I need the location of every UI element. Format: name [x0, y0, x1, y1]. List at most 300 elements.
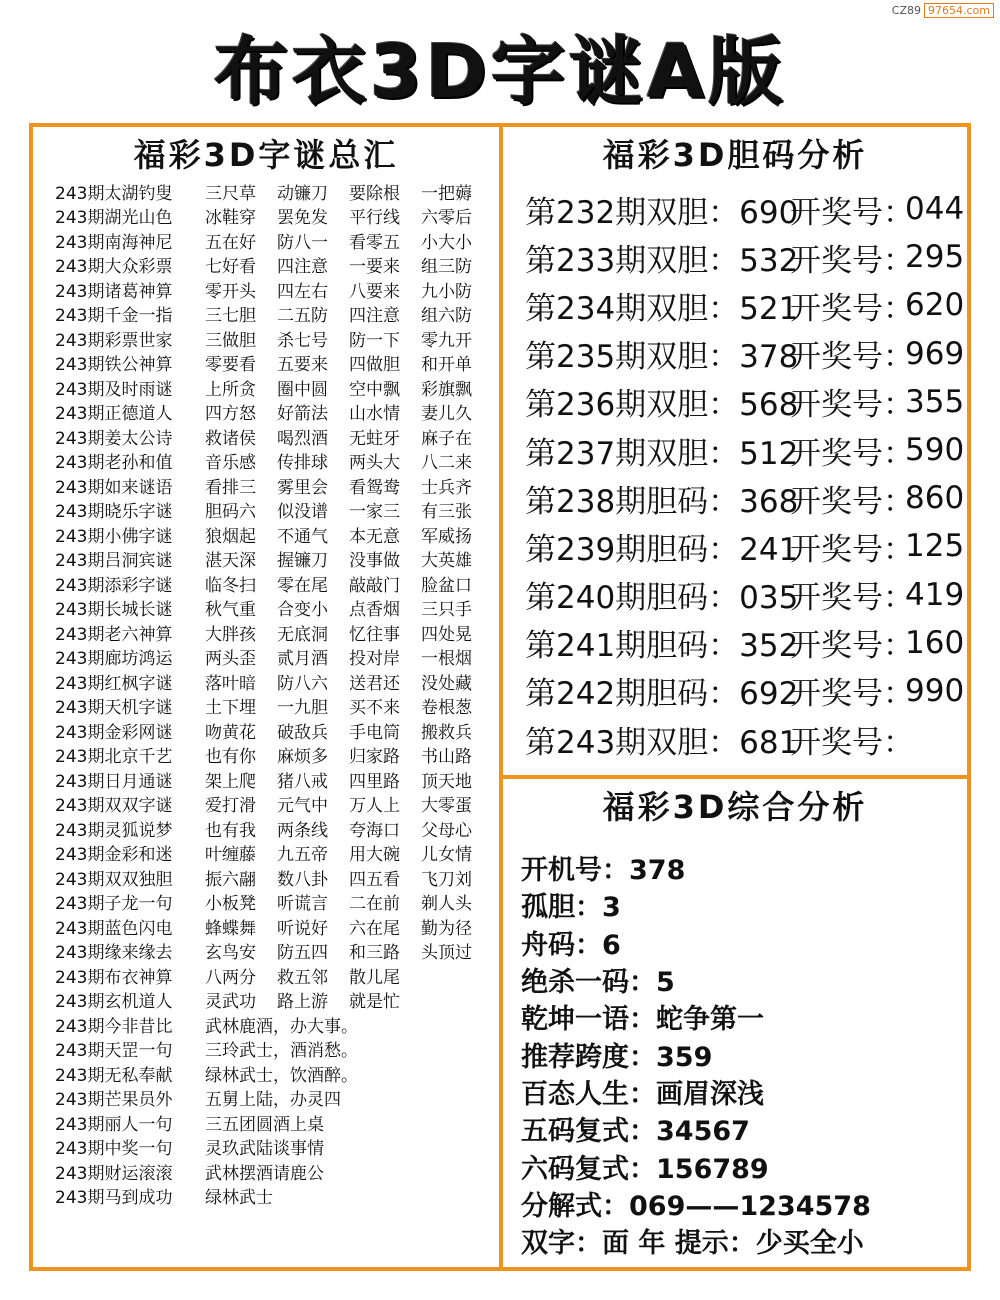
riddle-clue: 数八卦	[277, 869, 328, 890]
dan-code: 568	[739, 387, 799, 424]
dan-period-label: 第239期胆码：	[525, 531, 740, 568]
analysis-item: 百态人生：画眉深浅	[521, 1078, 764, 1110]
riddle-clue: 父母心	[421, 820, 472, 841]
dan-row	[525, 571, 964, 619]
dan-period-label: 第237期双胆：	[525, 435, 740, 472]
riddle-sentence: 绿林武士，饮酒醉。	[205, 1065, 358, 1086]
dan-code: 035	[739, 580, 799, 617]
list-item	[55, 571, 493, 596]
dan-period-label: 第240期胆码：	[525, 580, 740, 617]
riddle-clue: 手电筒	[349, 722, 400, 743]
riddle-clue: 合变小	[277, 600, 328, 621]
dan-code: 368	[739, 483, 799, 520]
riddle-source: 243期小佛字谜	[55, 526, 173, 547]
page-title: 布衣3D字谜A版	[213, 29, 787, 115]
dan-period-label: 第233期双胆：	[525, 242, 740, 279]
riddle-clue: 小板凳	[205, 894, 256, 915]
riddle-source: 243期子龙一句	[55, 894, 173, 915]
riddle-clue: 二在前	[349, 894, 400, 915]
list-item	[55, 988, 493, 1013]
riddle-source: 243期丽人一句	[55, 1114, 173, 1135]
riddle-source: 243期红枫字谜	[55, 673, 173, 694]
riddle-clue: 两条线	[277, 820, 328, 841]
dan-label	[525, 187, 799, 232]
riddle-clue: 听谎言	[277, 894, 328, 915]
list-item	[55, 375, 493, 400]
dan-code: 241	[739, 531, 799, 568]
riddle-clue: 圈中圆	[277, 379, 328, 400]
riddle-clue: 零九开	[421, 330, 472, 351]
riddle-source: 243期晓乐字谜	[55, 502, 173, 523]
dan-label	[525, 428, 799, 473]
watermark	[892, 4, 994, 17]
riddle-clue: 零在尾	[277, 575, 328, 596]
riddle-clue: 不通气	[277, 526, 328, 547]
riddle-clue: 组六防	[421, 306, 472, 327]
dan-code: 378	[739, 339, 799, 376]
riddle-clue: 二五防	[277, 306, 328, 327]
riddle-source: 243期千金一指	[55, 306, 173, 327]
list-item	[55, 522, 493, 547]
draw-number: 590	[905, 432, 965, 469]
riddle-clue: 防八六	[277, 673, 328, 694]
draw-label: 开奖号：	[790, 339, 914, 376]
draw-label: 开奖号：	[790, 194, 914, 231]
riddle-clue: 组三防	[421, 257, 472, 278]
riddle-clue: 七好看	[205, 257, 256, 278]
draw-number: 295	[905, 239, 965, 276]
riddle-clue: 防五四	[277, 943, 328, 964]
riddle-clue: 没处藏	[421, 673, 472, 694]
draw-label: 开奖号：	[790, 290, 914, 327]
riddle-clue: 彩旗飘	[421, 379, 472, 400]
riddle-clue: 小大小	[421, 232, 472, 253]
dan-period-label: 第234期双胆：	[525, 290, 740, 327]
riddle-clue: 士兵齐	[421, 477, 472, 498]
riddle-clue: 勤为径	[421, 918, 472, 939]
list-item	[55, 449, 493, 474]
dan-row	[525, 378, 964, 426]
riddle-clue: 山水情	[349, 404, 400, 425]
list-item	[55, 1061, 493, 1086]
dan-code: 681	[739, 724, 799, 761]
draw-number: 419	[905, 576, 965, 613]
dan-row	[525, 715, 964, 763]
riddle-clue: 四做胆	[349, 355, 400, 376]
riddle-clue: 元气中	[277, 796, 328, 817]
list-item	[55, 498, 493, 523]
dan-list	[525, 185, 964, 763]
riddle-source: 243期双双独胆	[55, 869, 173, 890]
dan-label	[525, 668, 799, 713]
draw-label: 开奖号：	[790, 628, 914, 665]
riddle-source: 243期廊坊鸿运	[55, 649, 173, 670]
riddle-clue: 六在尾	[349, 918, 400, 939]
riddle-clue: 蜂蝶舞	[205, 918, 256, 939]
riddle-source: 243期布衣神算	[55, 967, 173, 988]
riddle-clue: 买不来	[349, 698, 400, 719]
riddle-clue: 脸盆口	[421, 575, 472, 596]
riddle-clue: 三七胆	[205, 306, 256, 327]
comprehensive-analysis-panel	[499, 775, 971, 1271]
list-item	[55, 400, 493, 425]
draw-number: 355	[905, 383, 965, 420]
dan-row	[525, 474, 964, 522]
draw-label: 开奖号：	[790, 580, 914, 617]
list-item	[55, 914, 493, 939]
list-item	[55, 326, 493, 351]
list-item	[55, 1110, 493, 1135]
riddle-clue: 罢免发	[277, 208, 328, 229]
riddle-sentence: 武林鹿酒，办大事。	[205, 1016, 358, 1037]
analysis-item: 双字：面 年 提示：少买全小	[521, 1228, 864, 1260]
analysis-item: 五码复式：34567	[521, 1116, 750, 1148]
riddle-source: 243期灵狐说梦	[55, 820, 173, 841]
list-item	[55, 1159, 493, 1184]
dan-analysis-panel	[499, 123, 971, 779]
riddle-source: 243期老孙和值	[55, 453, 173, 474]
dan-code: 512	[739, 435, 799, 472]
riddle-source: 243期无私奉献	[55, 1065, 173, 1086]
dan-label	[525, 283, 799, 328]
riddle-source: 243期湖光山色	[55, 208, 173, 229]
riddle-clue: 握镰刀	[277, 551, 328, 572]
riddle-clue: 防一下	[349, 330, 400, 351]
riddle-clue: 搬救兵	[421, 722, 472, 743]
dan-period-label: 第232期双胆：	[525, 194, 740, 231]
riddle-sentence: 三五团圆酒上桌	[205, 1114, 324, 1135]
riddle-source: 243期姜太公诗	[55, 428, 173, 449]
riddle-clue: 四里路	[349, 771, 400, 792]
riddle-clue: 八二来	[421, 453, 472, 474]
riddle-clue: 五在好	[205, 232, 256, 253]
riddle-clue: 两头大	[349, 453, 400, 474]
riddle-source: 243期添彩字谜	[55, 575, 173, 596]
riddle-clue: 狼烟起	[205, 526, 256, 547]
dan-row	[525, 667, 964, 715]
riddle-clue: 看鸳鸯	[349, 477, 400, 498]
riddle-clue: 大零蛋	[421, 796, 472, 817]
list-item	[55, 596, 493, 621]
dan-row	[525, 619, 964, 667]
riddle-clue: 四方怒	[205, 404, 256, 425]
riddle-clue: 夸海口	[349, 820, 400, 841]
dan-label	[525, 331, 799, 376]
riddle-source: 243期金彩网谜	[55, 722, 173, 743]
riddle-clue: 似没谱	[277, 502, 328, 523]
riddle-clue: 动镰刀	[277, 183, 328, 204]
riddle-source: 243期天机字谜	[55, 698, 173, 719]
riddle-clue: 顶天地	[421, 771, 472, 792]
riddle-clue: 和三路	[349, 943, 400, 964]
riddle-clue: 没事做	[349, 551, 400, 572]
riddle-clue: 土下埋	[205, 698, 256, 719]
riddle-clue: 送君还	[349, 673, 400, 694]
riddle-source: 243期马到成功	[55, 1188, 173, 1209]
list-item	[55, 1184, 493, 1209]
draw-number: 990	[905, 672, 965, 709]
list-item	[55, 694, 493, 719]
riddle-clue: 书山路	[421, 747, 472, 768]
riddle-clue: 九五帝	[277, 845, 328, 866]
riddle-source: 243期蓝色闪电	[55, 918, 173, 939]
list-item	[55, 1012, 493, 1037]
dan-label	[525, 476, 799, 521]
riddle-clue: 也有你	[205, 747, 256, 768]
analysis-item: 开机号：378	[521, 855, 686, 887]
riddle-clue: 无蛀牙	[349, 428, 400, 449]
riddle-clue: 大胖孩	[205, 624, 256, 645]
riddle-source: 243期财运滚滚	[55, 1163, 173, 1184]
riddle-sentence: 灵玖武陆谈事情	[205, 1139, 324, 1160]
dan-row	[525, 233, 964, 281]
riddle-clue: 一家三	[349, 502, 400, 523]
riddle-source: 243期彩票世家	[55, 330, 173, 351]
riddle-clue: 好箭法	[277, 404, 328, 425]
riddle-source: 243期南海神尼	[55, 232, 173, 253]
list-item	[55, 669, 493, 694]
riddle-clue: 一九胆	[277, 698, 328, 719]
riddle-source: 243期铁公神算	[55, 355, 173, 376]
riddle-source: 243期双双字谜	[55, 796, 173, 817]
riddle-clue: 贰月酒	[277, 649, 328, 670]
riddle-clue: 敲敲门	[349, 575, 400, 596]
list-item	[55, 743, 493, 768]
list-item	[55, 963, 493, 988]
riddle-clue: 五要来	[277, 355, 328, 376]
draw-number: 969	[905, 335, 965, 372]
list-item	[55, 890, 493, 915]
riddle-clue: 冰鞋穿	[205, 208, 256, 229]
draw-label: 开奖号：	[790, 435, 914, 472]
comprehensive-analysis-title: 福彩3D综合分析	[602, 788, 868, 826]
dan-label	[525, 524, 799, 569]
analysis-item: 孤胆：3	[521, 892, 621, 924]
list-item	[55, 792, 493, 817]
dan-period-label: 第238期胆码：	[525, 483, 740, 520]
riddle-clue: 叶缠藤	[205, 845, 256, 866]
draw-label: 开奖号：	[790, 531, 914, 568]
riddle-clue: 卷根葱	[421, 698, 472, 719]
riddle-clue: 散儿尾	[349, 967, 400, 988]
riddle-clue: 杀七号	[277, 330, 328, 351]
draw-label: 开奖号：	[790, 483, 914, 520]
riddle-source: 243期及时雨谜	[55, 379, 173, 400]
riddle-clue: 秋气重	[205, 600, 256, 621]
draw-number: 620	[905, 287, 965, 324]
dan-row	[525, 426, 964, 474]
riddle-source: 243期太湖钓叟	[55, 183, 173, 204]
riddle-source: 243期吕洞宾谜	[55, 551, 173, 572]
watermark-prefix: CZ89	[891, 4, 922, 17]
dan-label	[525, 717, 799, 762]
draw-number: 044	[905, 191, 965, 228]
list-item	[55, 1086, 493, 1111]
dan-code: 692	[739, 676, 799, 713]
watermark-site: 97654.com	[924, 3, 994, 18]
analysis-item: 舟码：6	[521, 929, 621, 961]
riddle-clue: 看排三	[205, 477, 256, 498]
riddle-source: 243期玄机道人	[55, 992, 173, 1013]
riddle-clue: 投对岸	[349, 649, 400, 670]
riddle-sentence: 三玲武士，酒消愁。	[205, 1041, 358, 1062]
riddle-clue: 忆往事	[349, 624, 400, 645]
draw-number: 160	[905, 624, 965, 661]
analysis-item: 分解式：069——1234578	[521, 1190, 871, 1222]
riddle-source: 243期日月通谜	[55, 771, 173, 792]
riddle-clue: 一根烟	[421, 649, 472, 670]
dan-row	[525, 330, 964, 378]
list-item	[55, 302, 493, 327]
riddle-source: 243期如来谜语	[55, 477, 173, 498]
riddle-clue: 四左右	[277, 281, 328, 302]
riddle-clue: 三做胆	[205, 330, 256, 351]
list-item	[55, 816, 493, 841]
riddle-source: 243期天罡一句	[55, 1041, 173, 1062]
list-item	[55, 767, 493, 792]
draw-label: 开奖号：	[790, 676, 914, 713]
analysis-item: 乾坤一语：蛇争第一	[521, 1004, 764, 1036]
riddle-clue: 爱打滑	[205, 796, 256, 817]
riddle-summary-panel	[29, 123, 503, 1271]
list-item	[55, 645, 493, 670]
riddle-clue: 救诸侯	[205, 428, 256, 449]
riddle-source: 243期北京千艺	[55, 747, 173, 768]
riddle-clue: 雾里会	[277, 477, 328, 498]
riddle-clue: 飞刀刘	[421, 869, 472, 890]
riddle-clue: 四处晃	[421, 624, 472, 645]
dan-period-label: 第242期胆码：	[525, 676, 740, 713]
riddle-clue: 振六翮	[205, 869, 256, 890]
riddle-clue: 四五看	[349, 869, 400, 890]
riddle-clue: 妻儿久	[421, 404, 472, 425]
riddle-clue: 防八一	[277, 232, 328, 253]
riddle-source: 243期缘来缘去	[55, 943, 173, 964]
dan-code: 532	[739, 242, 799, 279]
riddle-summary-title: 福彩3D字谜总汇	[133, 136, 399, 174]
riddle-clue: 六零后	[421, 208, 472, 229]
list-item	[55, 351, 493, 376]
riddle-sentence: 武林摆酒请鹿公	[205, 1163, 324, 1184]
dan-code: 521	[739, 290, 799, 327]
dan-period-label: 第236期双胆：	[525, 387, 740, 424]
draw-number: 860	[905, 480, 965, 517]
analysis-list	[521, 849, 871, 1259]
dan-row	[525, 185, 964, 233]
riddle-clue: 用大碗	[349, 845, 400, 866]
analysis-item: 绝杀一码：5	[521, 967, 675, 999]
riddle-clue: 军威扬	[421, 526, 472, 547]
riddle-clue: 也有我	[205, 820, 256, 841]
dan-label	[525, 235, 799, 280]
riddle-clue: 上所贪	[205, 379, 256, 400]
riddle-clue: 听说好	[277, 918, 328, 939]
riddle-clue: 零要看	[205, 355, 256, 376]
riddle-clue: 破敌兵	[277, 722, 328, 743]
riddle-clue: 麻烦多	[277, 747, 328, 768]
riddle-clue: 归家路	[349, 747, 400, 768]
riddle-clue: 救五邻	[277, 967, 328, 988]
riddle-list	[55, 179, 493, 1208]
riddle-clue: 三尺草	[205, 183, 256, 204]
riddle-clue: 零开头	[205, 281, 256, 302]
list-item	[55, 1037, 493, 1062]
list-item	[55, 841, 493, 866]
riddle-clue: 落叶暗	[205, 673, 256, 694]
riddle-sentence: 五舅上陆，办灵四	[205, 1090, 341, 1111]
riddle-clue: 剃人头	[421, 894, 472, 915]
riddle-clue: 湛天深	[205, 551, 256, 572]
riddle-source: 243期今非昔比	[55, 1016, 173, 1037]
list-item	[55, 620, 493, 645]
riddle-clue: 架上爬	[205, 771, 256, 792]
riddle-clue: 两头歪	[205, 649, 256, 670]
riddle-clue: 看零五	[349, 232, 400, 253]
list-item	[55, 939, 493, 964]
riddle-clue: 一把薅	[421, 183, 472, 204]
riddle-clue: 音乐感	[205, 453, 256, 474]
riddle-clue: 就是忙	[349, 992, 400, 1013]
draw-label: 开奖号：	[790, 242, 914, 279]
list-item	[55, 228, 493, 253]
list-item	[55, 424, 493, 449]
riddle-source: 243期芒果员外	[55, 1090, 173, 1111]
list-item	[55, 253, 493, 278]
riddle-sentence: 绿林武士	[205, 1188, 273, 1209]
dan-period-label: 第241期胆码：	[525, 628, 740, 665]
riddle-clue: 传排球	[277, 453, 328, 474]
dan-row	[525, 522, 964, 570]
riddle-clue: 和开单	[421, 355, 472, 376]
list-item	[55, 865, 493, 890]
list-item	[55, 547, 493, 572]
analysis-item: 六码复式：156789	[521, 1153, 769, 1185]
riddle-clue: 平行线	[349, 208, 400, 229]
riddle-clue: 临冬扫	[205, 575, 256, 596]
draw-number: 125	[905, 528, 965, 565]
riddle-clue: 三只手	[421, 600, 472, 621]
riddle-clue: 胆码六	[205, 502, 256, 523]
riddle-clue: 四注意	[349, 306, 400, 327]
list-item	[55, 277, 493, 302]
analysis-item: 推荐跨度：359	[521, 1041, 713, 1073]
riddle-source: 243期诸葛神算	[55, 281, 173, 302]
riddle-clue: 要除根	[349, 183, 400, 204]
dan-analysis-title: 福彩3D胆码分析	[602, 136, 868, 174]
riddle-clue: 有三张	[421, 502, 472, 523]
riddle-source: 243期金彩和迷	[55, 845, 173, 866]
list-item	[55, 718, 493, 743]
riddle-clue: 无底洞	[277, 624, 328, 645]
draw-label: 开奖号：	[790, 724, 914, 761]
riddle-clue: 八两分	[205, 967, 256, 988]
riddle-clue: 四注意	[277, 257, 328, 278]
riddle-clue: 猪八戒	[277, 771, 328, 792]
riddle-clue: 一要来	[349, 257, 400, 278]
riddle-clue: 本无意	[349, 526, 400, 547]
list-item	[55, 1135, 493, 1160]
dan-row	[525, 281, 964, 329]
riddle-clue: 空中飘	[349, 379, 400, 400]
riddle-source: 243期中奖一句	[55, 1139, 173, 1160]
list-item	[55, 179, 493, 204]
dan-code: 690	[739, 194, 799, 231]
draw-label: 开奖号：	[790, 387, 914, 424]
dan-label	[525, 379, 799, 424]
riddle-clue: 儿女情	[421, 845, 472, 866]
dan-label	[525, 572, 799, 617]
riddle-clue: 九小防	[421, 281, 472, 302]
